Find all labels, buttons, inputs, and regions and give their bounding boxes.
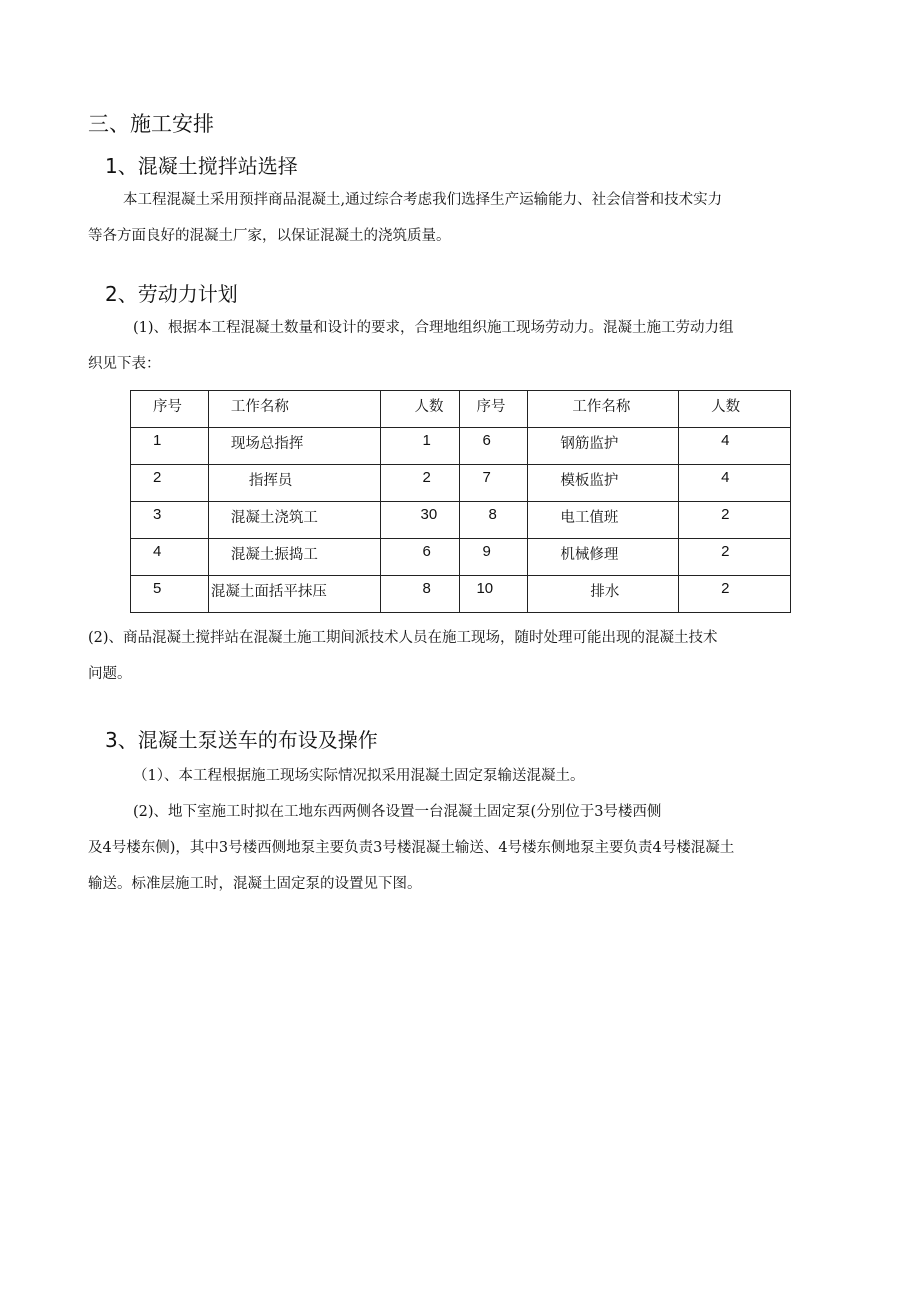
table-row	[131, 576, 791, 613]
cell-seq: 5	[153, 580, 162, 597]
cell-count: 1	[422, 432, 431, 449]
heading-labor-plan: 2、劳动力计划	[105, 282, 238, 306]
cell-seq: 9	[482, 543, 491, 560]
cell-seq: 4	[153, 543, 162, 560]
cell-seq: 1	[153, 432, 162, 449]
cell-count: 4	[721, 469, 730, 486]
header-seq-1: 序号	[153, 399, 182, 415]
cell-job-name: 现场总指挥	[230, 436, 304, 452]
cell-job-name: 混凝土面括平抹压	[210, 584, 327, 600]
header-job-name-1: 工作名称	[230, 399, 289, 415]
paragraph-pump-2-line-1: (2)、地下室施工时拟在工地东西两侧各设置一台混凝土固定泵(分别位于3号楼西侧	[133, 804, 662, 820]
cell-job-name: 排水	[590, 584, 620, 600]
cell-seq: 7	[482, 469, 491, 486]
cell-seq: 6	[482, 432, 491, 449]
header-count-2: 人数	[711, 399, 741, 415]
heading-pump-layout: 3、混凝土泵送车的布设及操作	[105, 728, 378, 752]
cell-count: 2	[721, 543, 730, 560]
cell-count: 6	[422, 543, 431, 560]
header-seq-2: 序号	[476, 399, 506, 415]
cell-count: 2	[721, 506, 730, 523]
paragraph-mixing-line-1: 本工程混凝土采用预拌商品混凝土,通过综合考虑我们选择生产运输能力、社会信誉和技术实力	[123, 192, 723, 208]
cell-job-name: 混凝土振捣工	[230, 547, 318, 563]
table-row	[131, 502, 791, 539]
paragraph-labor-line-2: 织见下表：	[88, 356, 161, 372]
cell-seq: 3	[153, 506, 162, 523]
table-row	[131, 539, 791, 576]
cell-job-name: 钢筋监护	[560, 436, 619, 452]
table-row	[131, 428, 791, 465]
cell-job-name: 电工值班	[560, 510, 619, 526]
cell-count: 8	[422, 580, 431, 597]
section-title: 三、施工安排	[88, 112, 214, 136]
paragraph-supplier-line-2: 问题。	[88, 666, 132, 682]
cell-count: 2	[721, 580, 730, 597]
cell-job-name: 指挥员	[248, 473, 293, 489]
paragraph-pump-1: （1）、本工程根据施工现场实际情况拟采用混凝土固定泵输送混凝土。	[133, 768, 585, 784]
labor-table	[130, 390, 791, 613]
table-row	[131, 465, 791, 502]
cell-job-name: 混凝土浇筑工	[230, 510, 318, 526]
paragraph-pump-2-line-2: 及4号楼东侧)，其中3号楼西侧地泵主要负责3号楼混凝土输送、4号楼东侧地泵主要负责4号楼混凝土	[88, 840, 735, 856]
paragraph-supplier-line-1: (2)、商品混凝土搅拌站在混凝土施工期间派技术人员在施工现场，随时处理可能出现的混凝土技术	[88, 630, 718, 646]
cell-count: 4	[721, 432, 730, 449]
table-header-row	[131, 391, 791, 428]
cell-seq: 10	[476, 580, 494, 597]
header-job-name-2: 工作名称	[572, 399, 631, 415]
paragraph-mixing-line-2: 等各方面良好的混凝土厂家，以保证混凝土的浇筑质量。	[88, 228, 451, 244]
paragraph-pump-2-line-3: 输送。标准层施工时，混凝土固定泵的设置见下图。	[88, 876, 422, 892]
cell-job-name: 模板监护	[560, 473, 619, 489]
cell-seq: 8	[488, 506, 497, 523]
cell-seq: 2	[153, 469, 162, 486]
cell-job-name: 机械修理	[560, 547, 619, 563]
heading-mixing-station: 1、混凝土搅拌站选择	[105, 154, 298, 178]
cell-count: 2	[422, 469, 431, 486]
paragraph-labor-line-1: (1)、根据本工程混凝土数量和设计的要求，合理地组织施工现场劳动力。混凝土施工劳动力组	[133, 320, 734, 336]
header-count-1: 人数	[414, 399, 444, 415]
cell-count: 30	[420, 506, 438, 523]
